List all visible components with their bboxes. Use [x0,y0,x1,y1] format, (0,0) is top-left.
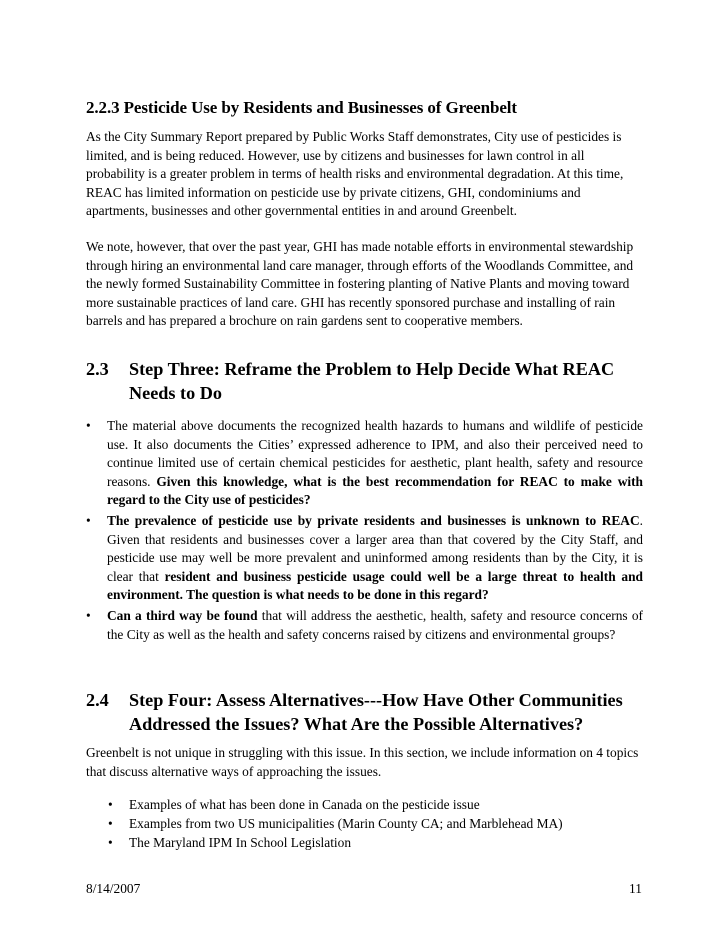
bullet-icon: • [86,608,91,623]
list-item-text: The Maryland IPM In School Legislation [129,835,352,850]
section-heading-2-2-3: 2.2.3 Pesticide Use by Residents and Businesses of Greenbelt [86,98,517,117]
bullet-icon: • [108,835,113,850]
bullet-icon: • [86,418,91,433]
list-item-text: Examples of what has been done in Canada on the pesticide issue [129,797,480,812]
list-item-text: Can a third way be found that will address the aesthetic, health, safety and resource concerns of the City as well as the health and safety concerns raised by citizens and environmental groups? [107,608,644,642]
section-number: 2.4 [86,690,109,710]
section-title: Step Three: Reframe the Problem to Help Decide What REAC Needs to Do [129,359,615,403]
bullet-icon: • [86,513,91,528]
bullet-icon: • [108,816,113,831]
section-title: Step Four: Assess Alternatives---How Have Other Communities Addressed the Issues? What Are the Possible Alternatives? [129,690,623,734]
paragraph-ghi-efforts: We note, however, that over the past year, GHI has made notable efforts in environmental stewardship through hiring an environmental land care manager, through efforts of the Woodlands Committee, and the newly formed Sustainability Committee in fostering planting of Native Plants and moving toward more sustainable practices of land care. GHI has recently sponsored purchase and installing of rain barrels and has prepared a brochure on rain gardens sent to cooperative members. [86,239,634,329]
page-number: 11 [629,881,642,896]
bullet-icon: • [108,797,113,812]
paragraph-intro: Greenbelt is not unique in struggling with this issue. In this section, we include information on 4 topics that discuss alternative ways of approaching the issues. [86,745,639,779]
paragraph-pesticide-use: As the City Summary Report prepared by Public Works Staff demonstrates, City use of pesticides is limited, and is being reduced. However, use by citizens and businesses for lawn control in all probability is a greater problem in terms of health risks and environmental degradation. At this time, REAC has limited information on pesticide use by private citizens, GHI, condominiums and apartments, businesses and other governmental entities in and around Greenbelt. [86,129,624,219]
list-item-text: The prevalence of pesticide use by private residents and businesses is unknown to REAC. Given that residents and businesses cover a larger area than that covered by the City Staff, and pesticide use may well be more prevalent and uninformed among residents than by the City, it is clear that resident and business pesticide usage could well be a large threat to health and environment. The question is what needs to be done in this regard? [107,513,643,603]
list-item-text: Examples from two US municipalities (Marin County CA; and Marblehead MA) [129,816,563,831]
footer-date: 8/14/2007 [86,881,141,896]
section-number: 2.3 [86,359,109,379]
list-item-text: The material above documents the recognized health hazards to humans and wildlife of pesticide use. It also documents the Cities’ expressed adherence to IPM, and also their perceived need to continue limited use of certain chemical pesticides for aesthetic, plant health, safety and resource reasons. Given this knowledge, what is the best recommendation for REAC to make with regard to the City use of pesticides? [107,418,643,508]
